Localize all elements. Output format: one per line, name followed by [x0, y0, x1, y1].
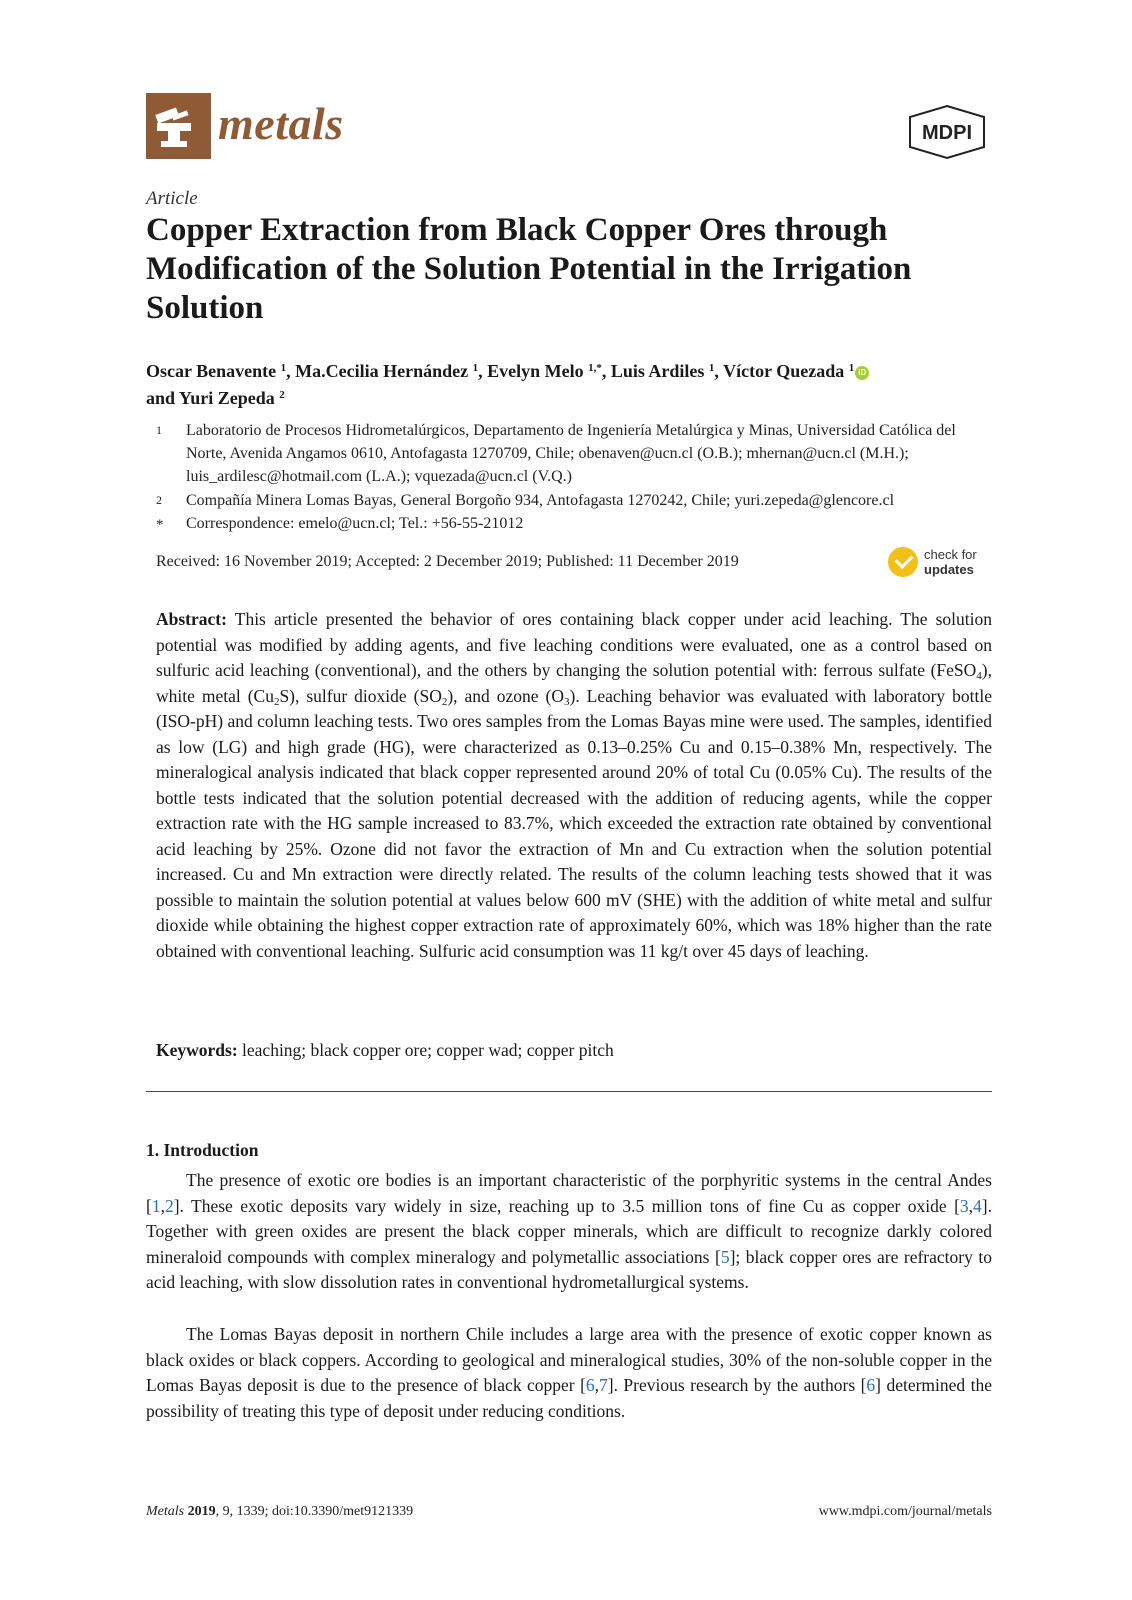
article-title: Copper Extraction from Black Copper Ores through Modification of the Solution Potential in the Irrigation Solution [146, 212, 912, 326]
affiliation-1 [156, 419, 992, 488]
keywords-label: Keywords: [156, 1040, 238, 1060]
journal-name: metals [218, 98, 344, 149]
abstract-text: This article presented the behavior of ores containing black copper under acid leaching. The solution potential was modified by adding agents, and five leaching conditions were evaluated, one as a control based on sulfuric acid leaching (conventional), and the others by changing the solution potential with: ferrous sulfate (FeSO [156, 609, 992, 680]
footer-citation [146, 1504, 413, 1520]
check-updates-line2: updates [924, 562, 974, 577]
citation-link[interactable]: 2 [164, 1195, 174, 1216]
correspondence-text: Correspondence: emelo@ucn.cl; Tel.: +56-55-21012 [186, 515, 524, 532]
abstract [156, 607, 992, 964]
citation-link[interactable]: 6 [585, 1375, 595, 1395]
paragraph-text: The Lomas Bayas deposit in northern Chile includes a large area with the presence of exotic copper known as black oxides or black coppers. According to geological and mineralogical studies, 30% of the non-soluble copper in the Lomas Bayas deposit is due to the presence of black copper [ [146, 1324, 992, 1395]
correspondence-mark: * [156, 517, 164, 533]
paragraph-text: , [594, 1375, 600, 1395]
footer-url[interactable]: www.mdpi.com/journal/metals [818, 1504, 992, 1519]
correspondence [156, 512, 992, 535]
divider [146, 1091, 992, 1092]
intro-paragraph-2 [146, 1322, 992, 1424]
author-name[interactable]: Evelyn Melo [487, 361, 584, 381]
citation-link[interactable]: 6 [866, 1375, 876, 1395]
author-affil-sup: 1 [848, 362, 855, 374]
paragraph-text: ]. Together with green oxides are present the black copper minerals, which are difficult to recognize darkly colored mineraloid compounds with complex mineralogy and polymetallic associations [ [146, 1195, 992, 1267]
author-affil-sup: 1 [280, 362, 287, 374]
paragraph-text: ]; black copper ores are refractory to acid leaching, with slow dissolution rates in conventional hydrometallurgical systems. [146, 1246, 992, 1292]
paragraph-text: , [160, 1195, 165, 1216]
abstract-text: ), white metal (Cu [156, 660, 992, 706]
check-for-updates-button[interactable] [888, 547, 988, 583]
citation-link[interactable]: 1 [151, 1195, 161, 1216]
paragraph-text: ]. These exotic deposits vary widely in size, reaching up to 3.5 million tons of fine Cu as copper oxide [ [173, 1195, 960, 1216]
author-affil-sup: 1 [708, 362, 715, 374]
abstract-text: ), and ozone (O [447, 685, 564, 706]
footer-year: 2019 [187, 1504, 216, 1519]
footer-journal: Metals [146, 1504, 185, 1519]
check-circle-icon [888, 547, 918, 577]
journal-logo-icon [146, 93, 211, 159]
author-name[interactable]: and Yuri Zepeda [146, 388, 275, 408]
orcid-icon[interactable]: iD [855, 366, 869, 380]
check-updates-line1: check for [924, 547, 977, 562]
author-name[interactable]: Víctor Quezada [723, 361, 845, 381]
author-name[interactable]: Oscar Benavente [146, 361, 277, 381]
footer-doi: , 9, 1339; doi:10.3390/met9121339 [215, 1504, 414, 1519]
affiliation-2 [156, 489, 992, 512]
mdpi-logo [906, 104, 988, 160]
subscript: 2 [273, 695, 280, 708]
section-heading: 1. Introduction [146, 1140, 259, 1160]
citation-link[interactable]: 3 [959, 1195, 969, 1216]
citation-link[interactable]: 5 [720, 1246, 730, 1267]
subscript: 4 [976, 670, 982, 682]
subscript: 3 [564, 695, 570, 708]
affiliation-text: Compañía Minera Lomas Bayas, General Borgoño 934, Antofagasta 1270242, Chile; yuri.zepeda@glencore.cl [186, 492, 895, 509]
paragraph-text: ] determined the possibility of treating this type of deposit under reducing conditions. [146, 1375, 992, 1421]
subscript: 2 [441, 695, 448, 708]
affiliation-mark: 1 [156, 423, 162, 437]
citation-link[interactable]: 4 [973, 1195, 982, 1216]
abstract-label: Abstract: [156, 609, 227, 629]
abstract-text: S), sulfur dioxide (SO [279, 685, 442, 706]
paragraph-text: ]. Previous research by the authors [ [607, 1375, 867, 1395]
author-affil-sup: 2 [279, 389, 285, 401]
author-name[interactable]: Ma.Cecilia Hernández [295, 361, 469, 381]
author-affil-sup: 1,* [588, 362, 602, 374]
paragraph-text: , [968, 1195, 974, 1216]
citation-link[interactable]: 7 [599, 1375, 608, 1395]
article-type: Article [146, 188, 198, 209]
mdpi-logo-text: MDPI [922, 122, 972, 144]
author-name[interactable]: Luis Ardiles [610, 361, 705, 381]
author-list: Oscar Benavente $^1$, Ma.Cecilia Hernández $^1$, Evelyn Melo $^{1,*}$, Luis Ardiles $^1$, Víctor Quezada $^1$ iD and Yuri Zepeda $^2$ [146, 358, 996, 412]
intro-paragraph-1 [146, 1168, 992, 1296]
affiliation-text: Laboratorio de Procesos Hidrometalúrgicos, Departamento de Ingeniería Metalúrgica y Minas, Universidad Católica del Norte, Avenida Angamos 0610, Antofagasta 1270709, Chile; obenaven@ucn.cl (O.B.); mhernan@ucn.cl (M.H.); luis_ardilesc@hotmail.com (L.A.); vquezada@ucn.cl (V.Q.) [186, 422, 956, 485]
keywords [156, 1040, 992, 1061]
affiliation-mark: 2 [156, 493, 162, 507]
paragraph-text: The presence of exotic ore bodies is an important characteristic of the porphyritic systems in the central Andes [ [146, 1170, 992, 1216]
author-affil-sup: 1 [472, 362, 479, 374]
keywords-text: leaching; black copper ore; copper wad; copper pitch [237, 1040, 614, 1060]
publication-dates: Received: 16 November 2019; Accepted: 2 December 2019; Published: 11 December 2019 [156, 553, 739, 570]
abstract-text: ). Leaching behavior was evaluated with laboratory bottle (ISO-pH) and column leaching tests. Two ores samples from the Lomas Bayas mine were used. The samples, identified as low (LG) and high grade (HG), were characterized as 0.13–0.25% Cu and 0.15–0.38% Mn, respectively. The mineralogical analysis indicated that black copper represented around 20% of total Cu (0.05% Cu). The results of the bottle tests indicated that the solution potential decreased with the addition of reducing agents, while the copper extraction rate with the HG sample increased to 83.7%, which exceeded the extraction rate obtained by conventional acid leaching by 25%. Ozone did not favor the extraction of Mn and Cu extraction when the solution potential increased. Cu and Mn extraction were directly related. The results of the column leaching tests showed that it was possible to maintain the solution potential at values below 600 mV (SHE) with the addition of white metal and sulfur dioxide while obtaining the highest copper extraction rate of approximately 60%, which was 18% higher than the rate obtained with conventional leaching. Sulfuric acid consumption was 11 kg/t over 45 days of leaching. [156, 685, 992, 961]
